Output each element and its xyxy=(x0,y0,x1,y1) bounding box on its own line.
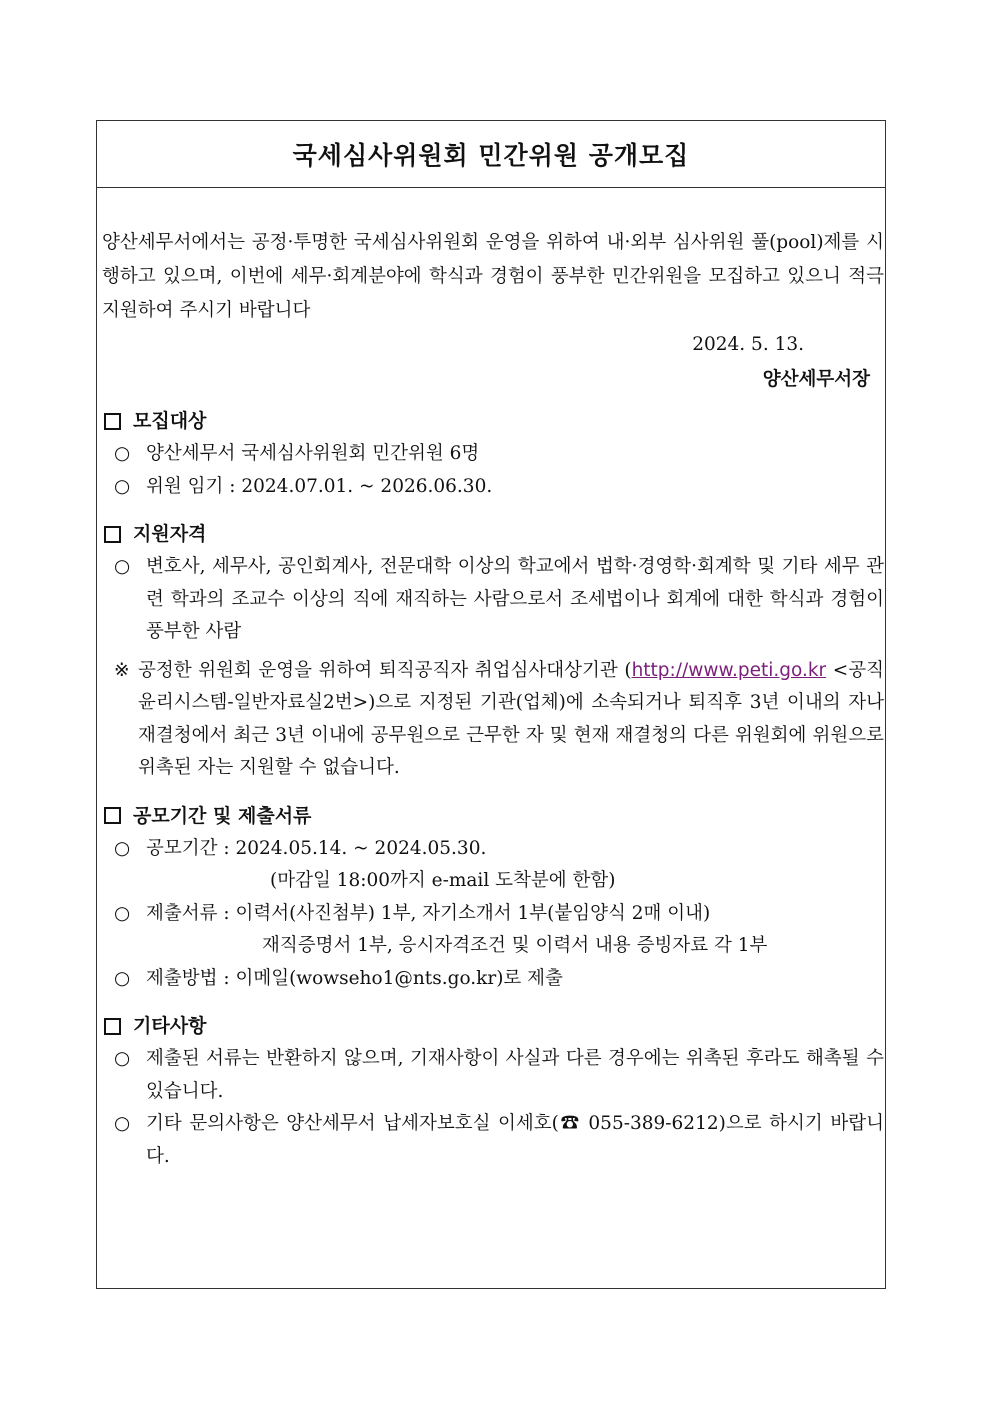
note-text xyxy=(138,655,884,785)
item-text: 양산세무서 국세심사위원회 민간위원 6명 xyxy=(146,443,480,464)
note-item xyxy=(114,655,884,785)
checkbox-square-icon xyxy=(104,413,121,430)
section-heading xyxy=(102,517,884,551)
list-item xyxy=(114,551,884,649)
checkbox-square-icon xyxy=(104,1018,121,1035)
section-title: 공모기간 및 제출서류 xyxy=(133,804,312,827)
circle-bullet-icon: ○ xyxy=(114,967,131,989)
note-text-post: <공직윤리시스템-일반자료실2번>)으로 지정된 기관(업체)에 소속되거나 퇴직후 3년 이내의 자나 재결청에서 최근 3년 이내에 공무원으로 근무한 자 및 현재 재결청의 다른 위원회에 위원으로 위촉된 자는 지원할 수 없습니다. xyxy=(138,659,885,778)
intro-paragraph: 양산세무서에서는 공정·투명한 국세심사위원회 운영을 위하여 내·외부 심사위원 풀(pool)제를 시행하고 있으며, 이번에 세무·회계분야에 학식과 경험이 풍부한 민간위원을 모집하고 있으니 적극 지원하여 주시기 바랍니다 xyxy=(102,232,884,321)
period-label: 공모기간 : 2024.05.14. ~ 2024.05.30. xyxy=(146,837,487,859)
circle-bullet-icon: ○ xyxy=(114,443,131,464)
circle-bullet-icon: ○ xyxy=(114,837,131,859)
list-item xyxy=(114,1043,884,1108)
circle-bullet-icon: ○ xyxy=(114,475,131,497)
section-heading xyxy=(102,404,884,438)
section-recruit xyxy=(102,404,884,503)
item-text: 제출된 서류는 반환하지 않으며, 기재사항이 사실과 다른 경우에는 위촉된 후라도 해촉될 수 있습니다. xyxy=(146,1048,884,1102)
signer: 양산세무서장 xyxy=(762,369,870,390)
notice-date: 2024. 5. 13. xyxy=(692,334,804,355)
list-item xyxy=(114,963,884,996)
item-text: 위원 임기 : 2024.07.01. ~ 2026.06.30. xyxy=(146,475,493,497)
circle-bullet-icon: ○ xyxy=(114,556,131,577)
section-etc xyxy=(102,1009,884,1173)
item-text: 변호사, 세무사, 공인회계사, 전문대학 이상의 학교에서 법학·경영학·회계학 및 기타 세무 관련 학과의 조교수 이상의 직에 재직하는 사람으로서 조세법이나 회계에 대한 학식과 경험이 풍부한 사람 xyxy=(146,556,884,642)
list-item xyxy=(114,898,884,963)
section-qualification xyxy=(102,517,884,785)
item-text xyxy=(146,833,884,898)
notice-body xyxy=(102,226,884,1173)
section-title: 모집대상 xyxy=(133,410,207,432)
list-item xyxy=(114,1108,884,1173)
peti-link[interactable]: http://www.peti.go.kr xyxy=(631,659,827,681)
title-box xyxy=(97,121,885,188)
item-text: 기타 문의사항은 양산세무서 납세자보호실 이세호(☎ 055-389-6212)으로 하시기 바랍니다. xyxy=(146,1113,884,1167)
list-item xyxy=(114,833,884,898)
section-period xyxy=(102,799,884,996)
item-text xyxy=(146,898,884,963)
section-heading xyxy=(102,799,884,833)
circle-bullet-icon: ○ xyxy=(114,1048,131,1069)
circle-bullet-icon: ○ xyxy=(114,902,131,924)
section-title: 기타사항 xyxy=(133,1015,207,1037)
page-title: 국세심사위원회 민간위원 공개모집 xyxy=(292,141,690,170)
docs-sub: 재직증명서 1부, 응시자격조건 및 이력서 내용 증빙자료 각 1부 xyxy=(262,935,768,956)
section-title: 지원자격 xyxy=(133,523,207,545)
checkbox-square-icon xyxy=(104,526,121,543)
list-item xyxy=(114,471,884,504)
circle-bullet-icon: ○ xyxy=(114,1113,131,1134)
section-heading xyxy=(102,1009,884,1043)
note-text-pre: 공정한 위원회 운영을 위하여 퇴직공직자 취업심사대상기관 ( xyxy=(138,659,632,681)
list-item xyxy=(114,438,884,471)
docs-label: 제출서류 : 이력서(사진첨부) 1부, 자기소개서 1부(붙임양식 2매 이내) xyxy=(146,902,711,924)
note-mark-icon: ※ xyxy=(114,659,130,681)
period-sub: (마감일 18:00까지 e-mail 도착분에 한함) xyxy=(270,870,616,891)
item-text: 제출방법 : 이메일(wowseho1@nts.go.kr)로 제출 xyxy=(146,967,563,989)
checkbox-square-icon xyxy=(104,807,121,824)
